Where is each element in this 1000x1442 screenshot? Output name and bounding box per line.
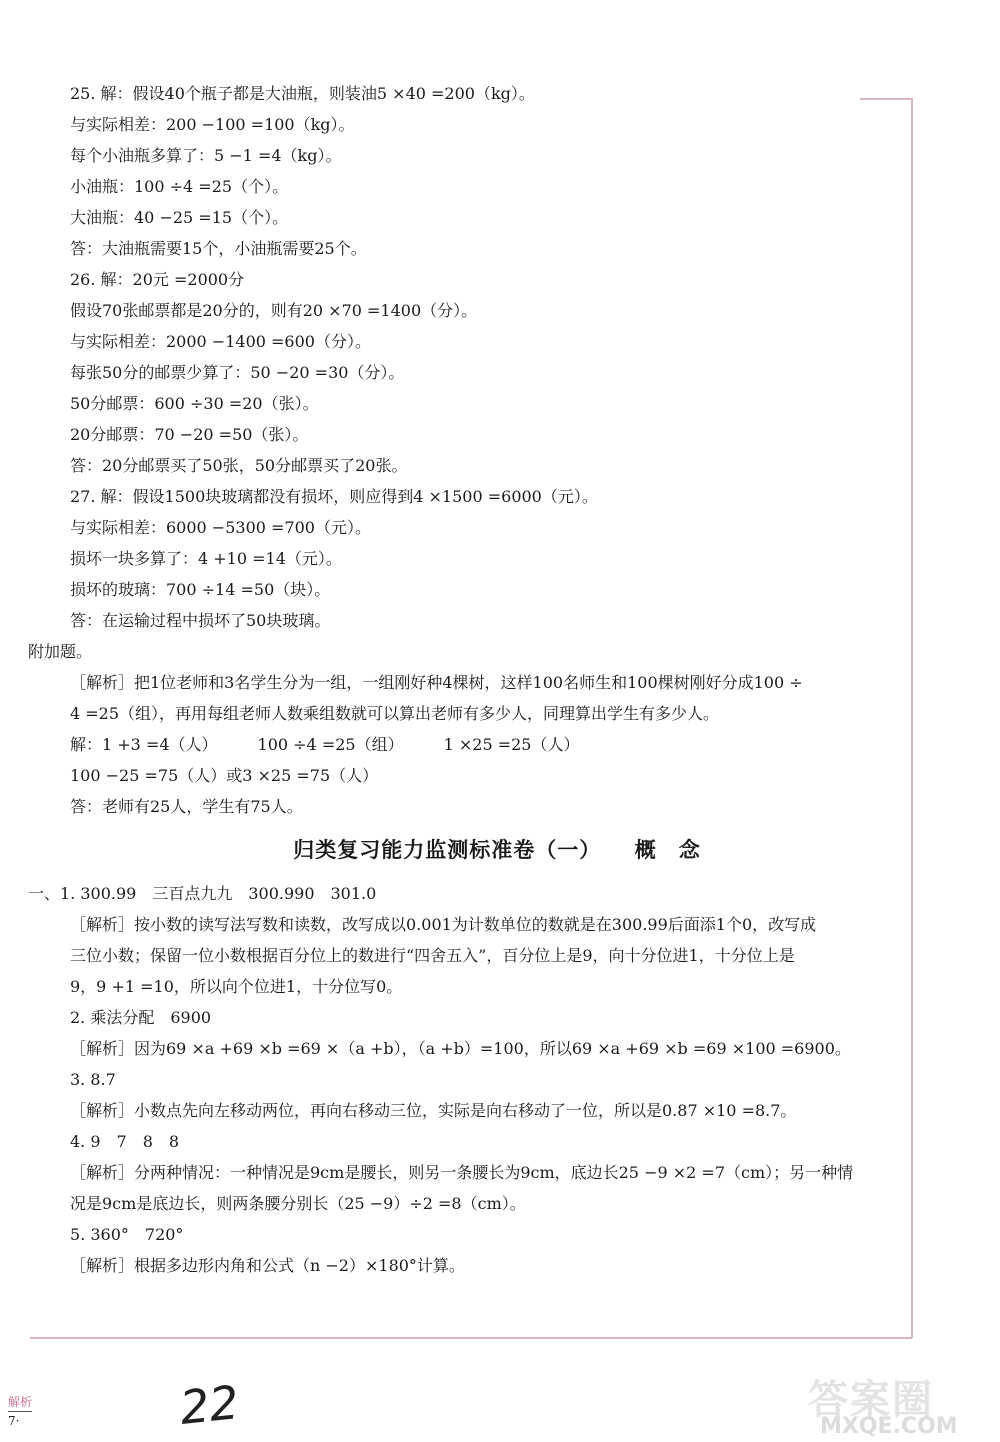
text-line: 答：20分邮票买了50张，50分邮票买了20张。 [70,456,408,475]
text-line: 答：在运输过程中损坏了50块玻璃。 [70,611,331,630]
text-line: 5. 360° 720° [70,1225,184,1244]
text-line: 大油瓶：40 −25 =15（个）。 [70,208,289,227]
text-line: 9，9 +1 =10，所以向个位进1，十分位写0。 [70,977,403,996]
text-line: 每个小油瓶多算了：5 −1 =4（kg）。 [70,146,342,165]
text-line: ［解析］把1位老师和3名学生分为一组，一组刚好种4棵树，这样100名师生和100棵树刚好分成100 ÷ [70,673,803,692]
text-line: ［解析］小数点先向左移动两位，再向右移动三位，实际是向右移动了一位，所以是0.87 ×10 =8.7。 [70,1101,797,1120]
text-line: 答：大油瓶需要15个，小油瓶需要25个。 [70,239,367,258]
watermark-url: MXQE.COM [820,1414,958,1439]
text-line: 与实际相差：2000 −1400 =600（分）。 [70,332,371,351]
handwritten-number: 22 [177,1375,242,1435]
text-line: ［解析］因为69 ×a +69 ×b =69 ×（a +b），（a +b）=100，所以69 ×a +69 ×b =69 ×100 =6900。 [70,1039,851,1058]
answers-block-2 [28,878,906,1281]
section-title: 归类复习能力监测标准卷（一） 概 念 [293,838,701,862]
text-line: 4. 9 7 8 8 [70,1132,180,1151]
page-content [28,78,906,1281]
text-line: 解：1 +3 =4（人） 100 ÷4 =25（组） 1 ×25 =25（人） [70,735,580,754]
text-line: 附加题。 [28,642,93,661]
text-line: 假设70张邮票都是20分的，则有20 ×70 =1400（分）。 [70,301,478,320]
text-line: 25. 解：假设40个瓶子都是大油瓶，则装油5 ×40 =200（kg）。 [70,84,535,103]
footer-label: 解析 [8,1393,32,1412]
text-line: 损坏的玻璃：700 ÷14 =50（块）。 [70,580,331,599]
text-line: 一、1. 300.99 三百点九九 300.990 301.0 [28,884,377,903]
text-line: 20分邮票：70 −20 =50（张）。 [70,425,309,444]
text-line: ［解析］根据多边形内角和公式（n −2）×180°计算。 [70,1256,465,1275]
watermark-logo: 答案圈 [808,1377,934,1423]
text-line: 三位小数；保留一位小数根据百分位上的数进行“四舍五入”，百分位上是9，向十分位进1，十分位上是 [70,946,795,965]
text-line: 与实际相差：6000 −5300 =700（元）。 [70,518,371,537]
text-line: 26. 解：20元 =2000分 [70,270,245,289]
text-line: 100 −25 =75（人）或3 ×25 =75（人） [70,766,379,785]
text-line: 小油瓶：100 ÷4 =25（个）。 [70,177,289,196]
text-line: 况是9cm是底边长，则两条腰分别长（25 −9）÷2 =8（cm）。 [70,1194,526,1213]
text-line: 3. 8.7 [70,1070,116,1089]
text-line: ［解析］按小数的读写法写数和读数，改写成以0.001为计数单位的数就是在300.99后面添1个0，改写成 [70,915,817,934]
text-line: 每张50分的邮票少算了：50 −20 =30（分）。 [70,363,405,382]
text-line: 2. 乘法分配 6900 [70,1008,212,1027]
text-line: 4 =25（组），再用每组老师人数乘组数就可以算出老师有多少人，同理算出学生有多少人。 [70,704,720,723]
page-number: 7· [8,1414,20,1428]
frame-right-border [911,98,913,1338]
text-line: 50分邮票：600 ÷30 =20（张）。 [70,394,319,413]
text-line: 与实际相差：200 −100 =100（kg）。 [70,115,355,134]
text-line: 27. 解：假设1500块玻璃都没有损坏，则应得到4 ×1500 =6000（元）。 [70,487,598,506]
frame-bottom-border [30,1337,912,1339]
text-line: 答：老师有25人，学生有75人。 [70,797,303,816]
answers-block-1 [28,78,906,822]
text-line: 损坏一块多算了：4 +10 =14（元）。 [70,549,342,568]
text-line: ［解析］分两种情况：一种情况是9cm是腰长，则另一条腰长为9cm，底边长25 −9 ×2 =7（cm）；另一种情 [70,1163,854,1182]
